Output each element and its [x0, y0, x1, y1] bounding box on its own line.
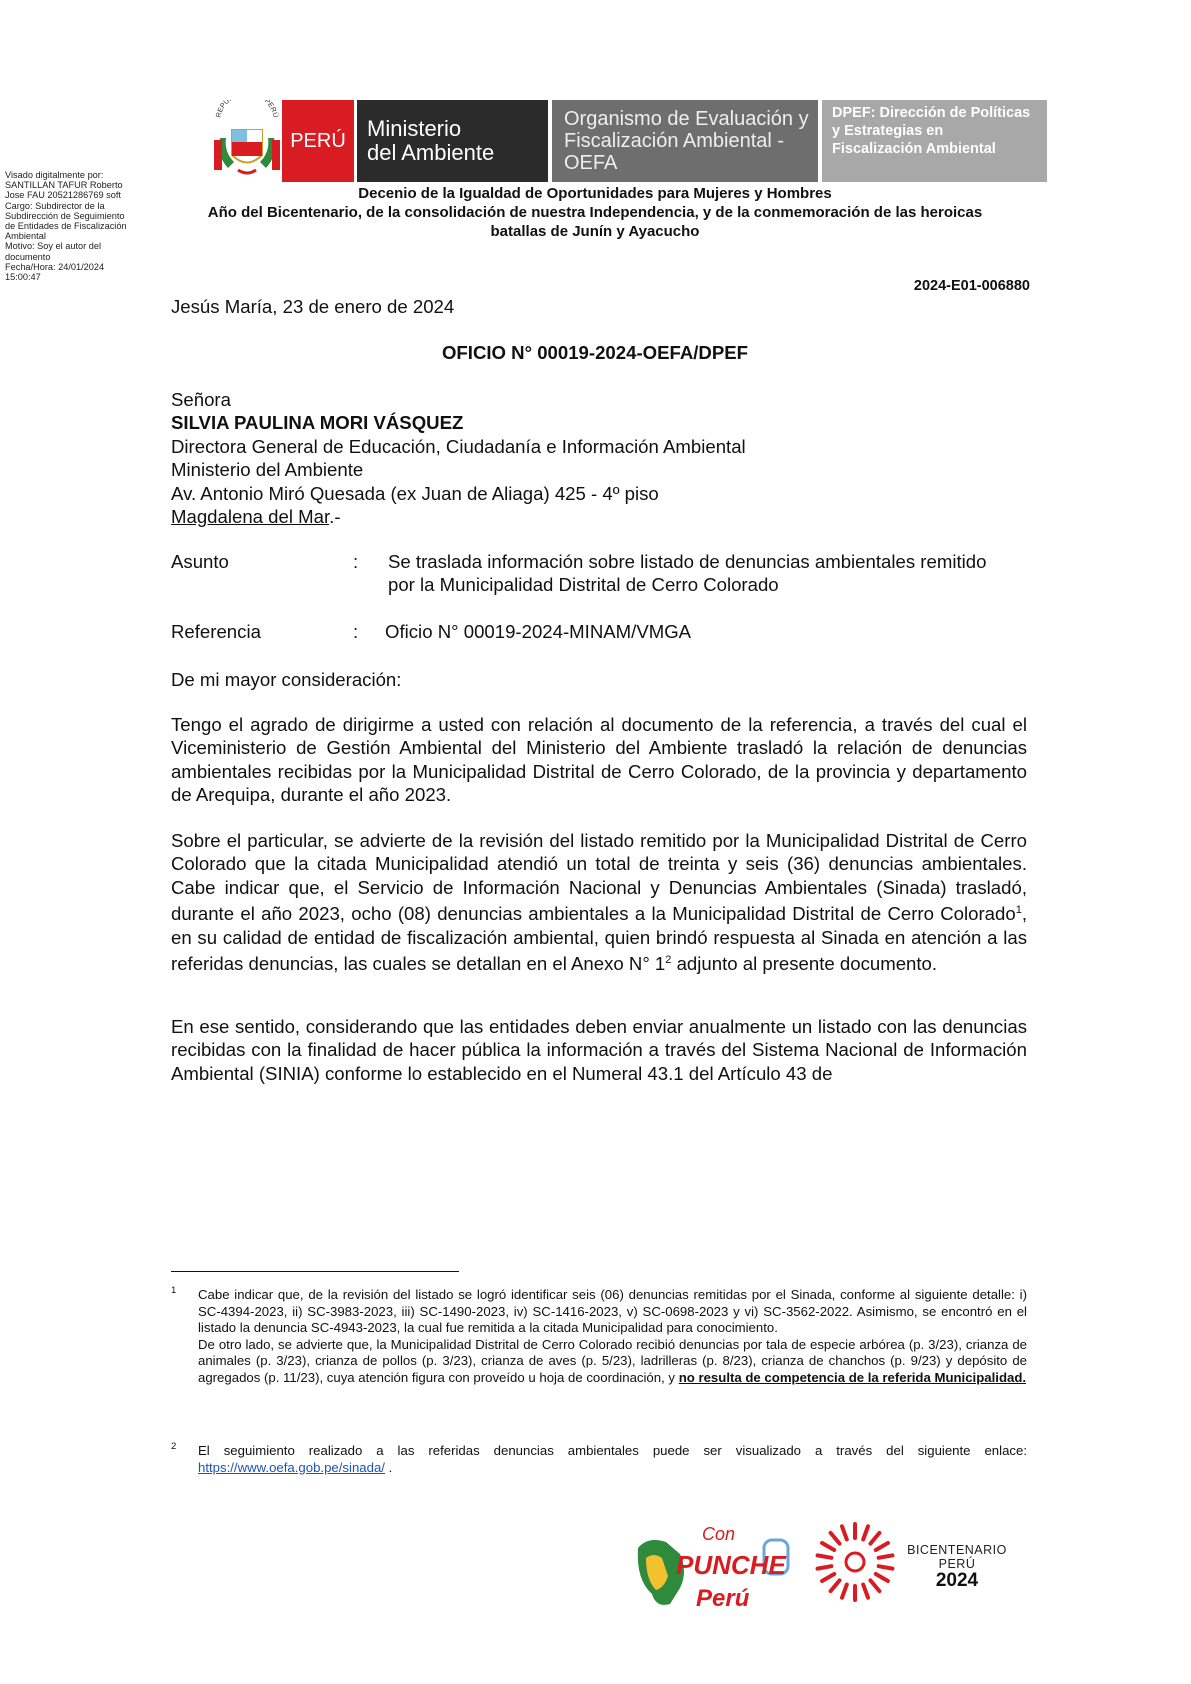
recipient-address: Av. Antonio Miró Quesada (ex Juan de Aliaga) 425 - 4º piso [171, 482, 659, 504]
footnote-ref-2: 2 [665, 954, 672, 967]
reference-row [171, 620, 1041, 644]
subject-line2: por la Municipalidad Distrital de Cerro Colorado [388, 574, 779, 596]
institutional-header [212, 100, 1047, 182]
signature-line: Cargo: Subdirector de la [5, 200, 105, 211]
year-name-continued: batallas de Junín y Ayacucho [490, 223, 700, 240]
bicentenario-wordmark [902, 1543, 1012, 1591]
footnote-ref-1: 1 [1015, 904, 1022, 917]
bicentenario-line1: BICENTENARIO [907, 1543, 1007, 1557]
con-text: Con [702, 1524, 736, 1544]
signature-line: Ambiental [5, 231, 46, 242]
decade-name: Decenio de la Igualdad de Oportunidades para Mujeres y Hombres [358, 185, 832, 202]
reference-label: Referencia [171, 621, 261, 642]
sinada-link[interactable]: https://www.oefa.gob.pe/sinada/ [198, 1459, 385, 1475]
reference-value: Oficio N° 00019-2024-MINAM/VMGA [385, 621, 692, 642]
bicentenario-year: 2024 [935, 1570, 979, 1591]
ministry-line1: Ministerio [367, 116, 462, 141]
recipient-city-line [171, 505, 1021, 528]
paragraph-2-part1: Sobre el particular, se advierte de la revisión del listado remitido por la Municipalidad Distrital de Cerro Colorado que la citada Municipalidad atendió un total de treinta y seis (36) denuncias ambientales. Cabe indicar que, el Servicio de Información Nacional y Denuncias Ambientales (Sinada) trasladó, durante el año 2023, ocho (08) denuncias ambientales a la Municipalidad Distrital de Cerro Colorado [171, 830, 1027, 925]
signature-line: de Entidades de Fiscalización [5, 221, 127, 232]
official-year-names [160, 184, 1030, 241]
year-name: Año del Bicentenario, de la consolidación de nuestra Independencia, y de la conmemoración de las heroicas [207, 204, 983, 221]
recipient-name: SILVIA PAULINA MORI VÁSQUEZ [171, 412, 464, 434]
footnote-2-end: . [384, 1459, 393, 1475]
bicentenario-line2: PERÚ [938, 1557, 976, 1571]
oefa-logo [552, 100, 818, 182]
document-number: 2024-E01-006880 [913, 278, 1030, 294]
footnote-1-text1: Cabe indicar que, de la revisión del listado se logró identificar seis (06) denuncias remitidas por el Sinada, conforme al siguiente detalle: i) SC-4394-2023, ii) SC-3983-2023, iii) SC-1490-2023, iv) SC-1416-2023, v) SC-0698-2023 y vi) SC-3562-2022. Asimismo, se encontró en el listado la denuncia SC-4943-2023, la cual fue remitida a la citada Municipalidad para conocimiento. [198, 1287, 1027, 1335]
footnote-2-text: El seguimiento realizado a las referidas denuncias ambientales puede ser visualizado a través del siguiente enlace: [198, 1443, 1027, 1458]
paragraph-2-part2: , en su calidad de entidad de fiscalización ambiental, quien brindó respuesta al Sinada en atención a las referidas denuncias, las cuales se detallan en el Anexo N° 1 [171, 903, 1027, 975]
place-date: Jesús María, 23 de enero de 2024 [171, 296, 455, 317]
svg-text:REPÚBLICA DEL PERÚ: REPÚ PERÚ [215, 100, 279, 119]
subject-text [388, 550, 1028, 597]
footnote-1-number: 1 [171, 1285, 177, 1296]
peru-coat-of-arms-icon [212, 100, 282, 182]
peru-footer-text: Perú [696, 1585, 750, 1612]
paragraph-2 [171, 829, 1027, 976]
signature-line: documento [5, 251, 51, 262]
oefa-line2: Fiscalización Ambiental - OEFA [564, 130, 785, 174]
paragraph-1: Tengo el agrado de dirigirme a usted con relación al documento de la referencia, a través del cual el Viceministerio de Gestión Ambiental del Ministerio del Ambiente trasladó la relación de denuncias ambientales recibidas por la Municipalidad Distrital de Cerro Colorado, de la provincia y departamento de Arequipa, durante el año 2023. [171, 714, 1027, 806]
signature-line: Fecha/Hora: 24/01/2024 [5, 261, 105, 272]
con-punche-peru-logo [628, 1518, 798, 1618]
recipient-city: Magdalena del Mar [171, 506, 330, 528]
paragraph-2-part3: adjunto al presente documento. [671, 953, 938, 975]
signature-line: SANTILLAN TAFUR Roberto [5, 180, 123, 191]
ministry-logo [357, 100, 548, 182]
paragraph-3: En ese sentido, considerando que las entidades deben enviar anualmente un listado con las denuncias recibidas con la finalidad de hacer pública la información a través del Sistema Nacional de Información Ambiental (SINIA) conforme lo establecido en el Numeral 43.1 del Artículo 43 de [171, 1016, 1027, 1084]
signature-line: 15:00:47 [5, 272, 41, 283]
ministry-line2: del Ambiente [367, 140, 495, 165]
footnote-1-emphasis: no resulta de competencia de la referida Municipalidad. [678, 1369, 1027, 1385]
subject-row [171, 550, 1041, 598]
recipient-position: Directora General de Educación, Ciudadanía e Información Ambiental [171, 435, 746, 457]
recipient-city-suffix: .- [329, 506, 341, 528]
oficio-title: OFICIO N° 00019-2024-OEFA/DPEF [441, 342, 749, 363]
bicentenario-emblem-icon [815, 1516, 895, 1610]
subject-colon: : [353, 551, 359, 572]
greeting: De mi mayor consideración: [171, 669, 402, 690]
salutation: Señora [171, 389, 231, 410]
footnote-1-body [198, 1287, 1027, 1386]
subject-line1: Se traslada información sobre listado de denuncias ambientales remitido [388, 551, 987, 572]
signature-line: Jose FAU 20521286769 soft [5, 190, 121, 201]
dpef-label: DPEF: Dirección de Políticas y Estrategias en Fiscalización Ambiental [822, 100, 1047, 182]
signature-line: Motivo: Soy el autor del [5, 241, 102, 252]
subject-label: Asunto [171, 551, 229, 572]
footnote-2-number: 2 [171, 1441, 177, 1452]
recipient-block [171, 388, 1021, 528]
signature-line: Visado digitalmente por: [5, 170, 104, 180]
footnote-separator [171, 1271, 459, 1272]
oefa-line1: Organismo de Evaluación y [564, 108, 809, 130]
signature-line: Subdirección de Seguimiento [5, 210, 125, 221]
footnote-1-text2: De otro lado, se advierte que, la Municipalidad Distrital de Cerro Colorado recibió denuncias por tala de especie arbórea (p. 3/23), crianza de animales (p. 3/23), crianza de pollos (p. 3/23), crianza de aves (p. 5/23), ladrilleras (p. 8/23), crianza de chanchos (p. 9/23) y depósito de agregados (p. 11/23), cuya atención figura con proveído u hoja de coordinación, y [198, 1336, 1027, 1385]
footnote-1-text2-line [198, 1337, 1027, 1387]
digital-signature-block [5, 170, 140, 282]
recipient-institution: Ministerio del Ambiente [171, 459, 364, 481]
reference-colon: : [353, 621, 359, 642]
footnote-2-body [198, 1443, 1027, 1476]
punche-text: PUNCHE [676, 1550, 786, 1580]
peru-label: PERÚ [282, 100, 354, 182]
